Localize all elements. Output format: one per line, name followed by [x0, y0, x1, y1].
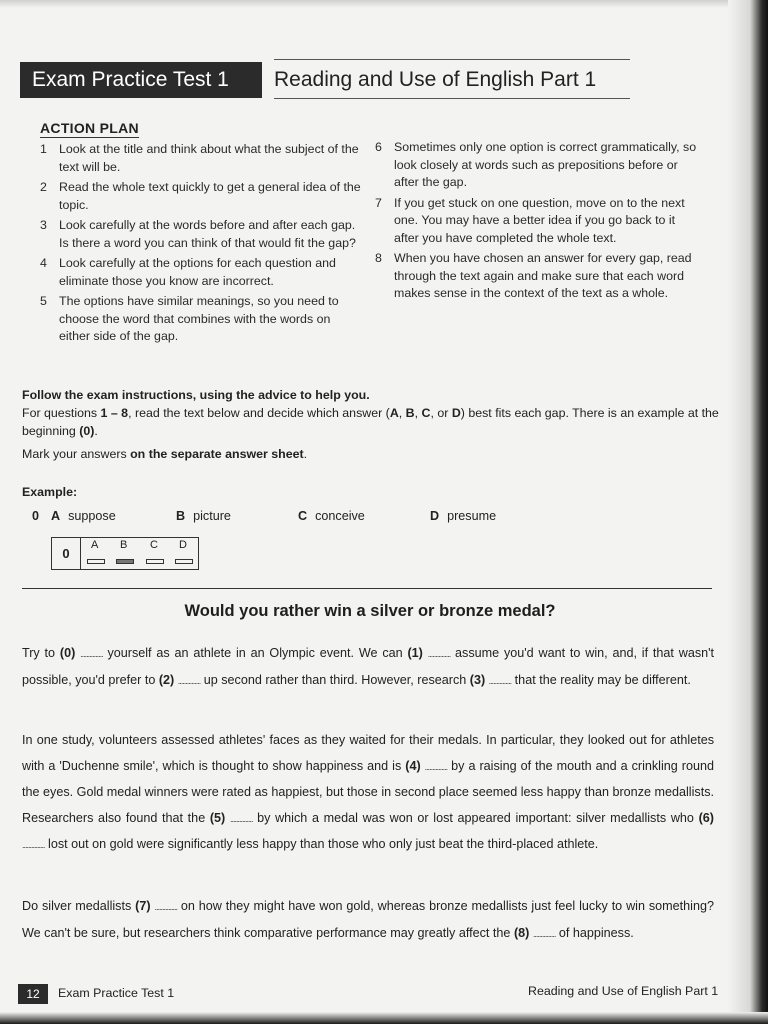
header-rule-bottom [274, 98, 630, 99]
text-run: by a raising of the mouth and a crinkling round the eyes. Gold medal winners were rated as happiest, but those in second place seemed less happy than bronze medallists. Researchers also found that the [22, 758, 714, 825]
instr-text: . [94, 424, 98, 438]
item-text: Read the whole text quickly to get a general idea of the topic. [59, 180, 361, 212]
gap-blank: ............... [229, 813, 253, 824]
instr-sep: , [398, 406, 406, 420]
text-run: Try to [22, 646, 60, 660]
answer-mark-a [87, 559, 105, 564]
action-plan-item [40, 293, 362, 346]
action-plan-left-column [40, 141, 362, 349]
instr-option: A [389, 406, 399, 420]
gap-blank: ............... [427, 649, 451, 659]
example-label: Example: [22, 485, 78, 499]
instr-text: Mark your answers [22, 447, 131, 461]
section-divider [22, 588, 712, 589]
action-plan-heading: ACTION PLAN [40, 120, 139, 136]
option-letter: C [298, 509, 308, 523]
instr-text: . [303, 447, 308, 461]
scan-top-shadow [0, 0, 768, 8]
option-word: picture [193, 509, 231, 523]
answer-letter-c: C [150, 539, 158, 551]
instr-option: D [451, 406, 461, 420]
example-option-c [298, 509, 365, 523]
item-text: When you have chosen an answer for every gap, read through the text again and make sure that each word makes sense in the context of the text as a whole. [394, 251, 692, 300]
item-number: 8 [375, 251, 382, 265]
gap-number: (5) [209, 810, 226, 825]
example-option-d [430, 509, 496, 523]
gap-blank: ............... [177, 675, 201, 686]
gap-number: (4) [405, 758, 421, 773]
instr-example-ref: (0) [79, 424, 95, 438]
item-number: 3 [40, 218, 47, 232]
gap-number: (6) [698, 810, 714, 825]
action-plan-item [40, 179, 362, 214]
text-run: assume you'd want to win, and, if that wasn't possible, you'd prefer to [22, 646, 715, 687]
answer-box-number: 0 [52, 538, 81, 569]
footer-test-label: Exam Practice Test 1 [58, 986, 175, 1000]
text-run: on how they might have won gold, whereas bronze medallists just feel lucky to win something? We can't be sure, but researchers think comparative performance may greatly affect the [22, 899, 714, 940]
answer-mark-b-selected [116, 559, 134, 564]
item-number: 1 [40, 142, 47, 156]
action-plan-item [40, 217, 362, 252]
question-number: 0 [32, 509, 40, 523]
instr-text: ) best fits each gap. There is an example at the beginning [22, 406, 719, 438]
text-run: up second rather than third. However, research [200, 672, 470, 687]
answer-letter-a: A [91, 539, 99, 551]
item-number: 6 [375, 140, 382, 154]
option-word: presume [447, 509, 497, 523]
header-rule-top [274, 59, 630, 60]
item-number: 2 [40, 180, 47, 194]
instructions-line-1 [22, 404, 722, 440]
option-letter: D [430, 509, 440, 523]
gap-blank: ............... [154, 902, 177, 912]
footer-part-label: Reading and Use of English Part 1 [528, 984, 719, 998]
answer-letter-d: D [179, 539, 187, 551]
instr-option: C [421, 406, 431, 420]
gap-number: (7) [135, 899, 151, 913]
example-question-number [32, 509, 39, 523]
item-number: 5 [40, 294, 47, 308]
text-run: In one study, volunteers assessed athletes' faces as they waited for their medals. In particular, they looked out for athletes with a 'Duchenne smile', which is thought to show happiness and is [22, 733, 714, 773]
header-test-label: Exam Practice Test 1 [20, 62, 262, 98]
option-word: suppose [68, 509, 116, 523]
text-run: Do silver medallists [22, 899, 136, 913]
action-plan-item [40, 255, 362, 290]
instr-question-range: 1 – 8 [100, 406, 129, 420]
item-text: Look at the title and think about what the subject of the text will be. [59, 142, 359, 174]
item-number: 7 [375, 195, 382, 210]
option-letter: A [51, 509, 61, 523]
paragraph-2 [22, 728, 714, 859]
instructions-heading: Follow the exam instructions, using the advice to help you. [22, 388, 370, 402]
gap-number: (3) [469, 672, 486, 687]
example-option-a [51, 509, 116, 523]
header-part-title: Reading and Use of English Part 1 [274, 68, 597, 91]
text-run: yourself as an athlete in an Olympic event. We can [102, 646, 408, 660]
instr-text: , read the text below and decide which answer ( [128, 406, 390, 420]
instructions-line-2 [22, 445, 722, 463]
answer-mark-c [146, 559, 164, 564]
gap-number: (2) [158, 672, 175, 687]
gap-number: (0) [59, 646, 76, 660]
answer-mark-d [175, 559, 193, 564]
gap-number: (8) [513, 925, 530, 940]
action-plan-item [375, 250, 697, 303]
text-run: of happiness. [555, 925, 634, 940]
instr-sep: , [414, 406, 422, 420]
gap-blank: ............... [488, 675, 512, 686]
instr-answer-sheet: on the separate answer sheet [130, 447, 304, 461]
text-run: by which a medal was won or lost appeared important: silver medallists who [252, 810, 699, 825]
instr-sep: , or [430, 406, 452, 420]
header [20, 62, 610, 100]
example-option-b [176, 509, 231, 523]
answer-letter-b: B [120, 539, 128, 551]
item-text: Look carefully at the options for each question and eliminate those you know are incorrect. [59, 256, 336, 288]
text-title: Would you rather win a silver or bronze medal? [184, 602, 556, 620]
scan-bottom-shadow [0, 1012, 768, 1024]
gap-blank: ............... [22, 840, 45, 850]
scan-right-shadow [728, 0, 768, 1024]
item-text: Sometimes only one option is correct grammatically, so look closely at words such as prepositions before or after the gap. [394, 140, 697, 189]
footer-page-number: 12 [18, 984, 48, 1004]
gap-number: (1) [407, 646, 423, 660]
gap-blank: ............... [80, 649, 103, 659]
item-number: 4 [40, 256, 47, 270]
paragraph-3 [22, 894, 714, 947]
item-text: Look carefully at the words before and after each gap. Is there a word you can think of that would fit the gap? [59, 218, 356, 250]
action-plan-item [375, 139, 697, 192]
option-word: conceive [315, 509, 365, 523]
example-answer-box [51, 537, 199, 570]
instr-text: For questions [22, 406, 101, 420]
item-text: If you get stuck on one question, move on to the next one. You may have a better idea if you go back to it after you have completed the whole text. [394, 195, 685, 245]
item-text: The options have similar meanings, so you need to choose the word that combines with the words on either side of the gap. [59, 294, 339, 343]
action-plan-right-column [375, 139, 697, 306]
action-plan-item [40, 141, 362, 176]
text-run: that the reality may be different. [511, 672, 691, 687]
gap-blank: ............... [424, 761, 448, 772]
option-letter: B [176, 509, 186, 523]
action-plan-item [375, 195, 697, 248]
paragraph-1 [22, 641, 714, 694]
text-run: lost out on gold were significantly less happy than those who only just beat the third-placed athlete. [44, 837, 599, 851]
instr-option: B [405, 406, 415, 420]
gap-blank: ............... [532, 928, 556, 939]
